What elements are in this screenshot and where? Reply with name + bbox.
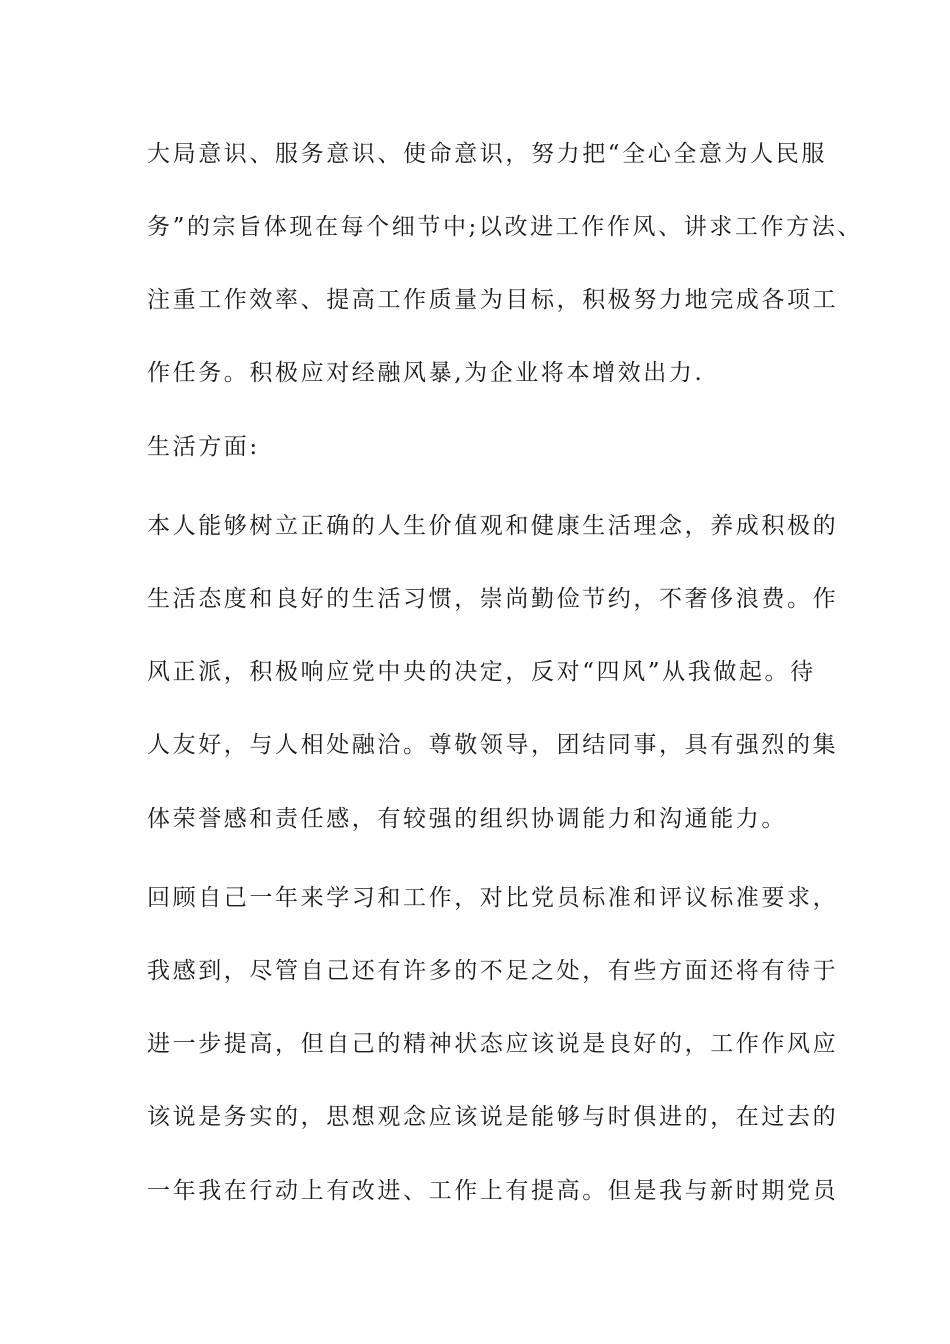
text-line: 生活态度和良好的生活习惯，崇尚勤俭节约，不奢侈浪费。作 (147, 586, 839, 612)
text-line: 注重工作效率、提高工作质量为目标，积极努力地完成各项工 (147, 287, 839, 313)
text-line: 人友好，与人相处融洽。尊敬领导，团结同事，具有强烈的集 (147, 732, 839, 758)
text-line: 务”的宗旨体现在每个细节中;以改进工作作风、讲求工作方法、 (147, 214, 863, 240)
text-line: 进一步提高，但自己的精神状态应该说是良好的，工作作风应 (147, 1031, 839, 1057)
text-line: 风正派，积极响应党中央的决定，反对“四风”从我做起。待 (147, 659, 816, 685)
text-line: 作任务。积极应对经融风暴,为企业将本增效出力. (147, 360, 705, 386)
text-line: 大局意识、服务意识、使命意识，努力把“全心全意为人民服 (147, 141, 827, 167)
text-line: 我感到，尽管自己还有许多的不足之处，有些方面还将有待于 (147, 958, 839, 984)
text-line: 该说是务实的，思想观念应该说是能够与时俱进的，在过去的 (147, 1104, 839, 1130)
text-line: 一年我在行动上有改进、工作上有提高。但是我与新时期党员 (147, 1178, 839, 1204)
text-line: 本人能够树立正确的人生价值观和健康生活理念，养成积极的 (147, 513, 839, 539)
section-heading: 生活方面: (147, 434, 260, 460)
text-line: 体荣誉感和责任感，有较强的组织协调能力和沟通能力。 (147, 806, 787, 832)
text-line: 回顾自己一年来学习和工作，对比党员标准和评议标准要求， (147, 885, 839, 911)
